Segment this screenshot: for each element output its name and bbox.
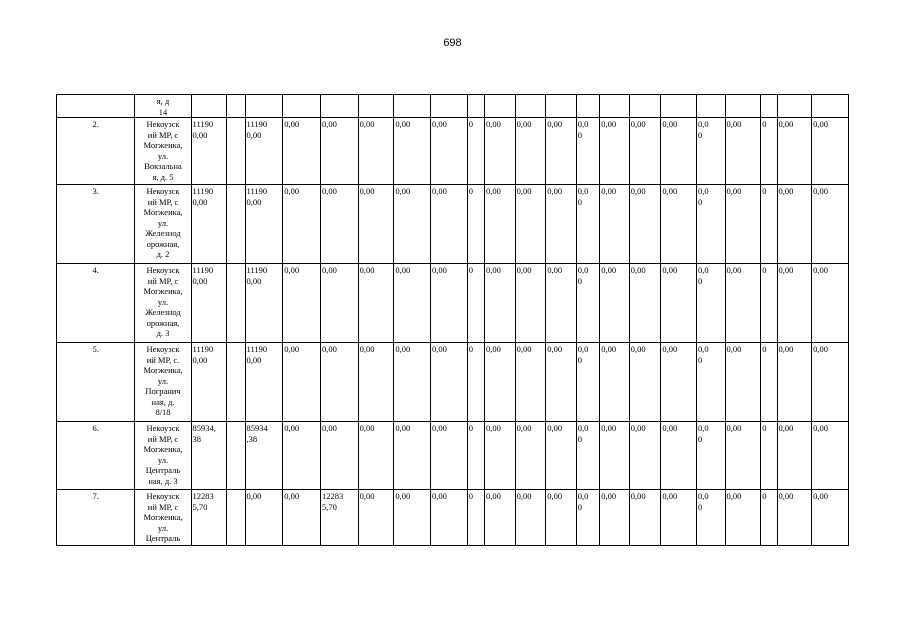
value-cell: 0,0 0 bbox=[576, 422, 599, 490]
value-cell: 0,00 bbox=[283, 185, 321, 264]
table-row bbox=[57, 343, 849, 422]
value-cell: 0,00 bbox=[320, 185, 358, 264]
value-cell: 0,00 bbox=[725, 264, 761, 343]
value-cell: 0,00 bbox=[661, 490, 697, 546]
value-cell: 0,00 bbox=[431, 490, 468, 546]
value-cell: 0,00 bbox=[600, 264, 630, 343]
value-cell: 0,00 bbox=[546, 490, 577, 546]
value-cell: 0,00 bbox=[431, 343, 468, 422]
value-cell: 0 bbox=[761, 118, 777, 185]
table-row bbox=[57, 264, 849, 343]
value-cell: 11190 0,00 bbox=[245, 185, 283, 264]
value-cell: 12283 5,70 bbox=[320, 490, 358, 546]
table-row bbox=[57, 118, 849, 185]
value-cell: 0,00 bbox=[431, 185, 468, 264]
value-cell: 12283 5,70 bbox=[191, 490, 227, 546]
value-cell: 0,00 bbox=[515, 343, 546, 422]
value-cell: 0,00 bbox=[485, 264, 516, 343]
value-cell: 0,00 bbox=[394, 422, 431, 490]
value-cell: 0,00 bbox=[812, 422, 849, 490]
value-cell: 0,00 bbox=[394, 185, 431, 264]
value-cell: 0,00 bbox=[629, 490, 661, 546]
value-cell: 0,00 bbox=[515, 185, 546, 264]
value-cell: 0,00 bbox=[320, 422, 358, 490]
value-cell: 0,00 bbox=[394, 118, 431, 185]
value-cell: 0,00 bbox=[358, 490, 394, 546]
value-cell: 0,00 bbox=[725, 118, 761, 185]
row-number-cell: 5. bbox=[57, 343, 135, 422]
value-cell: 0,00 bbox=[485, 422, 516, 490]
value-cell bbox=[227, 343, 245, 422]
value-cell: 0,0 0 bbox=[576, 264, 599, 343]
value-cell: 0 bbox=[761, 422, 777, 490]
value-cell: 0,00 bbox=[358, 118, 394, 185]
value-cell: 0,00 bbox=[431, 264, 468, 343]
value-cell: 0,00 bbox=[515, 422, 546, 490]
value-cell: 0 bbox=[467, 343, 484, 422]
table-row-fragment bbox=[57, 95, 849, 118]
value-cell: 0,00 bbox=[283, 490, 321, 546]
value-cell: 0,00 bbox=[546, 264, 577, 343]
value-cell: 0,0 0 bbox=[697, 264, 726, 343]
value-cell bbox=[227, 264, 245, 343]
value-cell bbox=[227, 118, 245, 185]
row-number-cell: 3. bbox=[57, 185, 135, 264]
address-cell: Некоузск ий МР, с. Могжеика, ул. Погранич ная, д. 8/18 bbox=[135, 343, 191, 422]
row-number-cell: 7. bbox=[57, 490, 135, 546]
value-cell: 0,00 bbox=[725, 490, 761, 546]
value-cell: 0,00 bbox=[485, 185, 516, 264]
value-cell: 0,00 bbox=[283, 343, 321, 422]
address-cell: я, д 14 bbox=[135, 95, 191, 118]
value-cell: 0,00 bbox=[600, 118, 630, 185]
value-cell: 0 bbox=[761, 264, 777, 343]
value-cell: 0,00 bbox=[725, 422, 761, 490]
value-cell: 0,00 bbox=[546, 185, 577, 264]
value-cell: 0,00 bbox=[661, 422, 697, 490]
value-cell: 0,00 bbox=[515, 490, 546, 546]
value-cell: 0,00 bbox=[283, 118, 321, 185]
value-cell: 0,00 bbox=[394, 264, 431, 343]
value-cell: 0,00 bbox=[661, 264, 697, 343]
value-cell: 0,00 bbox=[320, 118, 358, 185]
address-cell: Некоузск ий МР, с Могжеика, ул. Железнод орожная, д. 2 bbox=[135, 185, 191, 264]
table-row bbox=[57, 490, 849, 546]
value-cell: 0,00 bbox=[661, 343, 697, 422]
value-cell bbox=[227, 490, 245, 546]
value-cell: 11190 0,00 bbox=[191, 185, 227, 264]
data-table bbox=[56, 94, 849, 546]
value-cell: 0,00 bbox=[777, 490, 812, 546]
value-cell: 0,00 bbox=[515, 264, 546, 343]
value-cell: 0,0 0 bbox=[697, 343, 726, 422]
value-cell: 0,00 bbox=[546, 118, 577, 185]
value-cell: 0,00 bbox=[431, 422, 468, 490]
value-cell: 0,00 bbox=[358, 185, 394, 264]
value-cell: 0,00 bbox=[431, 118, 468, 185]
value-cell: 0,0 0 bbox=[576, 343, 599, 422]
value-cell: 0 bbox=[467, 490, 484, 546]
row-number-cell: 6. bbox=[57, 422, 135, 490]
value-cell: 85934 ,38 bbox=[245, 422, 283, 490]
address-cell: Некоузск ий МР, с Могжеика, ул. Вокзальна я, д. 5 bbox=[135, 118, 191, 185]
value-cell: 0,00 bbox=[725, 343, 761, 422]
value-cell: 0,0 0 bbox=[697, 490, 726, 546]
value-cell: 0 bbox=[467, 422, 484, 490]
value-cell: 0,00 bbox=[629, 118, 661, 185]
value-cell: 0,00 bbox=[283, 264, 321, 343]
value-cell: 0,0 0 bbox=[576, 490, 599, 546]
value-cell: 0,0 0 bbox=[697, 422, 726, 490]
value-cell: 0,00 bbox=[485, 343, 516, 422]
address-cell: Некоузск ий МР, с Могжеика, ул. Централь ная, д. 3 bbox=[135, 422, 191, 490]
value-cell: 0,00 bbox=[546, 343, 577, 422]
value-cell bbox=[227, 422, 245, 490]
row-number-cell: 4. bbox=[57, 264, 135, 343]
table-row bbox=[57, 422, 849, 490]
value-cell bbox=[227, 185, 245, 264]
value-cell: 0 bbox=[761, 490, 777, 546]
value-cell: 0,00 bbox=[812, 490, 849, 546]
value-cell: 0,00 bbox=[812, 118, 849, 185]
value-cell: 0,00 bbox=[777, 118, 812, 185]
value-cell: 0,00 bbox=[546, 422, 577, 490]
value-cell: 0,00 bbox=[812, 185, 849, 264]
value-cell: 0,0 0 bbox=[697, 118, 726, 185]
value-cell: 0,00 bbox=[320, 264, 358, 343]
value-cell: 0,00 bbox=[600, 185, 630, 264]
address-cell: Некоузск ий МР, с Могжеика, ул. Централь bbox=[135, 490, 191, 546]
value-cell: 0,00 bbox=[725, 185, 761, 264]
value-cell: 11190 0,00 bbox=[191, 343, 227, 422]
value-cell: 0,00 bbox=[661, 118, 697, 185]
value-cell: 0,00 bbox=[629, 264, 661, 343]
value-cell: 11190 0,00 bbox=[245, 264, 283, 343]
value-cell: 0,00 bbox=[661, 185, 697, 264]
value-cell: 0 bbox=[761, 185, 777, 264]
table-row bbox=[57, 185, 849, 264]
value-cell: 0,00 bbox=[283, 422, 321, 490]
value-cell: 0,00 bbox=[600, 343, 630, 422]
value-cell: 11190 0,00 bbox=[245, 118, 283, 185]
value-cell: 0 bbox=[467, 118, 484, 185]
value-cell: 0,00 bbox=[394, 490, 431, 546]
value-cell: 0,00 bbox=[600, 422, 630, 490]
value-cell: 85934, 38 bbox=[191, 422, 227, 490]
value-cell: 0,00 bbox=[515, 118, 546, 185]
value-cell: 11190 0,00 bbox=[191, 118, 227, 185]
value-cell: 11190 0,00 bbox=[245, 343, 283, 422]
value-cell: 0,00 bbox=[629, 343, 661, 422]
value-cell: 0,00 bbox=[812, 264, 849, 343]
value-cell: 0,00 bbox=[358, 422, 394, 490]
value-cell: 0 bbox=[467, 185, 484, 264]
value-cell: 0,00 bbox=[600, 490, 630, 546]
address-cell: Некоузск ий МР, с Могжеика, ул. Железнод орожная, д. 3 bbox=[135, 264, 191, 343]
value-cell: 0 bbox=[761, 343, 777, 422]
value-cell: 0,00 bbox=[777, 264, 812, 343]
value-cell: 0,00 bbox=[777, 343, 812, 422]
value-cell: 0,00 bbox=[629, 185, 661, 264]
value-cell: 0,00 bbox=[245, 490, 283, 546]
value-cell: 0,00 bbox=[812, 343, 849, 422]
value-cell: 0,0 0 bbox=[576, 118, 599, 185]
value-cell: 0 bbox=[467, 264, 484, 343]
value-cell: 0,00 bbox=[358, 343, 394, 422]
value-cell: 0,00 bbox=[777, 422, 812, 490]
value-cell: 0,00 bbox=[394, 343, 431, 422]
row-number-cell: 2. bbox=[57, 118, 135, 185]
value-cell: 11190 0,00 bbox=[191, 264, 227, 343]
value-cell: 0,0 0 bbox=[697, 185, 726, 264]
value-cell: 0,00 bbox=[358, 264, 394, 343]
page-number: 698 bbox=[443, 37, 462, 49]
value-cell: 0,00 bbox=[485, 490, 516, 546]
value-cell: 0,00 bbox=[320, 343, 358, 422]
value-cell: 0,00 bbox=[629, 422, 661, 490]
value-cell: 0,0 0 bbox=[576, 185, 599, 264]
value-cell: 0,00 bbox=[777, 185, 812, 264]
value-cell: 0,00 bbox=[485, 118, 516, 185]
